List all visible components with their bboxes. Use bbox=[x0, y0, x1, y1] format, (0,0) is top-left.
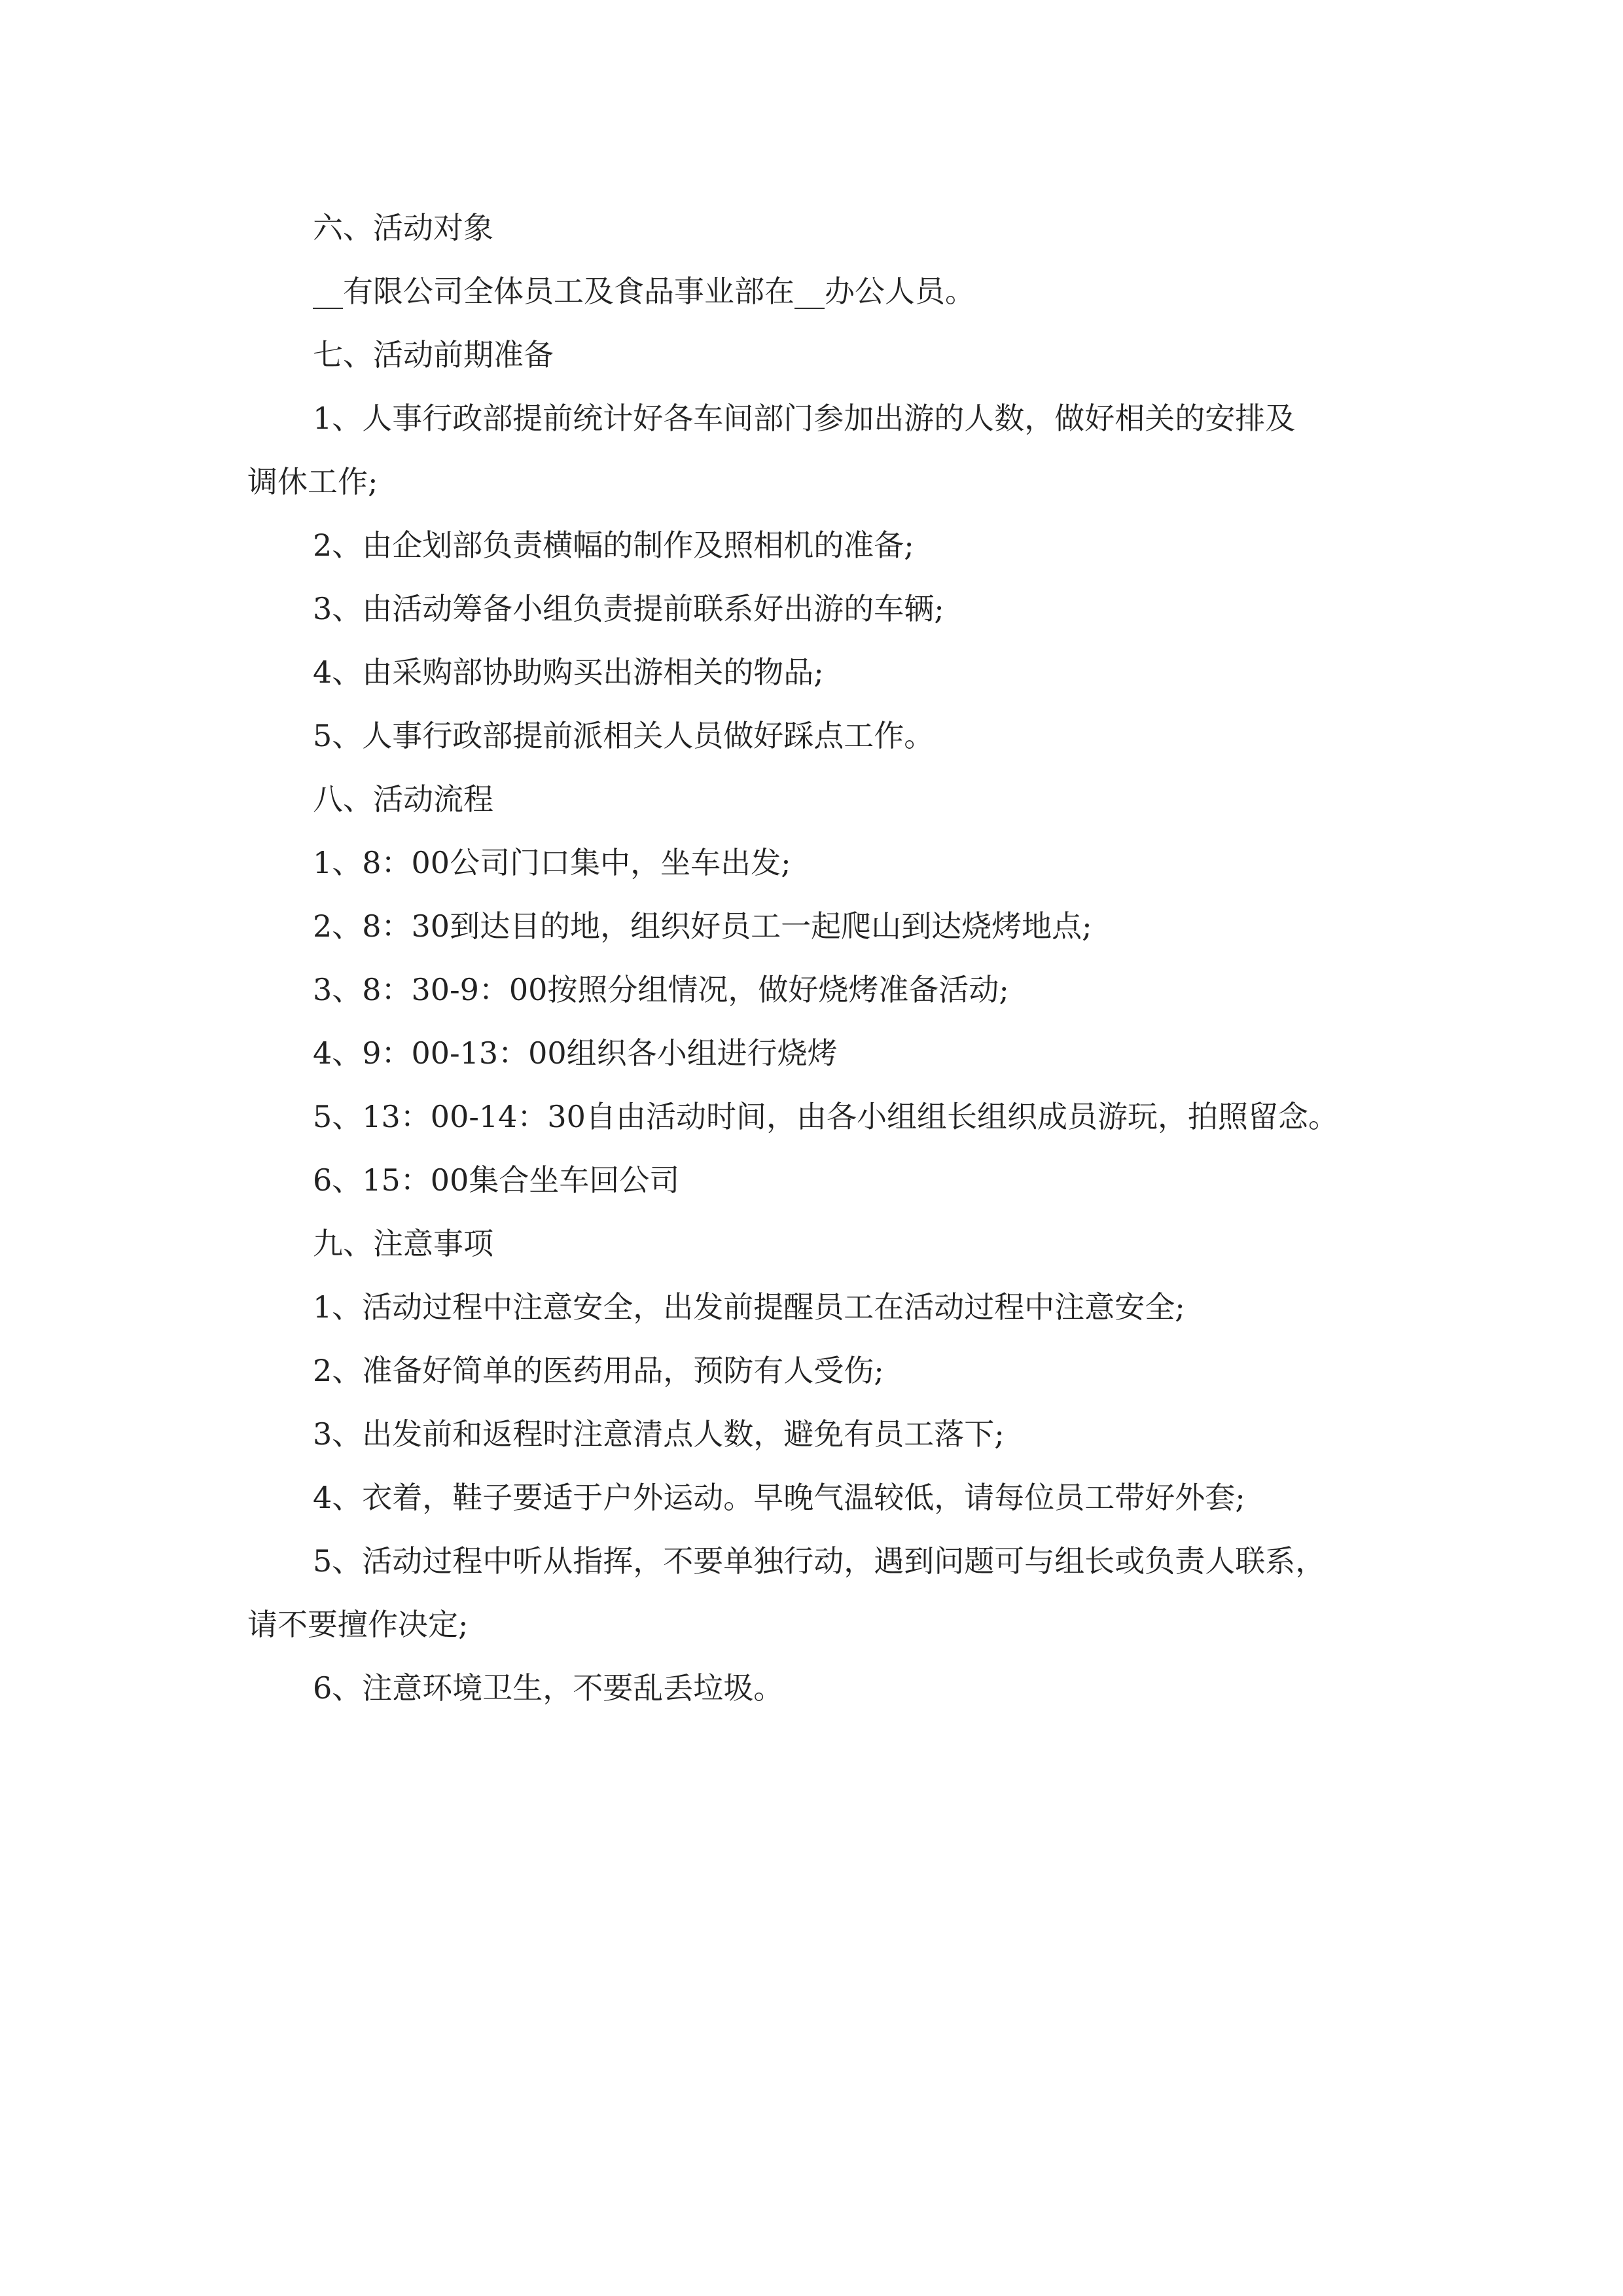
list-item-line-continued: 请不要擅作决定; bbox=[247, 1607, 469, 1642]
section-heading-preparation: 七、活动前期准备 bbox=[313, 337, 554, 372]
paragraph-participants: __有限公司全体员工及食品事业部在__办公人员。 bbox=[313, 274, 975, 309]
list-item-notes-6: 6、注意环境卫生，不要乱丢垃圾。 bbox=[313, 1670, 784, 1706]
list-item-line: 1、人事行政部提前统计好各车间部门参加出游的人数，做好相关的安排及 bbox=[313, 401, 1296, 436]
list-item-preparation-1 bbox=[247, 387, 1406, 514]
list-item-schedule-6: 6、15：00集合坐车回公司 bbox=[313, 1162, 680, 1198]
list-item-preparation-2: 2、由企划部负责横幅的制作及照相机的准备; bbox=[313, 528, 914, 563]
list-item-notes-3: 3、出发前和返程时注意清点人数，避免有员工落下; bbox=[313, 1416, 1005, 1452]
list-item-notes-4: 4、衣着，鞋子要适于户外运动。早晚气温较低，请每位员工带好外套; bbox=[313, 1480, 1245, 1515]
section-heading-schedule: 八、活动流程 bbox=[313, 781, 493, 817]
list-item-line-continued: 调休工作; bbox=[247, 464, 378, 499]
list-item-line: 5、活动过程中听从指挥，不要单独行动，遇到问题可与组长或负责人联系， bbox=[313, 1543, 1326, 1579]
list-item-schedule-4: 4、9：00-13：00组织各小组进行烧烤 bbox=[313, 1035, 838, 1071]
list-item-notes-2: 2、准备好简单的医药用品，预防有人受伤; bbox=[313, 1353, 884, 1388]
section-heading-participants: 六、活动对象 bbox=[313, 210, 493, 245]
document-body bbox=[247, 196, 1406, 1720]
list-item-preparation-3: 3、由活动筹备小组负责提前联系好出游的车辆; bbox=[313, 591, 944, 626]
list-item-notes-5 bbox=[247, 1530, 1406, 1657]
list-item-preparation-5: 5、人事行政部提前派相关人员做好踩点工作。 bbox=[313, 718, 935, 753]
list-item-preparation-4: 4、由采购部协助购买出游相关的物品; bbox=[313, 655, 824, 690]
list-item-schedule-3: 3、8：30-9：00按照分组情况，做好烧烤准备活动; bbox=[313, 972, 1009, 1007]
list-item-notes-1: 1、活动过程中注意安全，出发前提醒员工在活动过程中注意安全; bbox=[313, 1289, 1185, 1325]
section-heading-notes: 九、注意事项 bbox=[313, 1226, 493, 1261]
list-item-schedule-5: 5、13：00-14：30自由活动时间，由各小组组长组织成员游玩，拍照留念。 bbox=[313, 1099, 1338, 1134]
list-item-schedule-2: 2、8：30到达目的地，组织好员工一起爬山到达烧烤地点; bbox=[313, 908, 1092, 944]
list-item-schedule-1: 1、8：00公司门口集中，坐车出发; bbox=[313, 845, 791, 880]
